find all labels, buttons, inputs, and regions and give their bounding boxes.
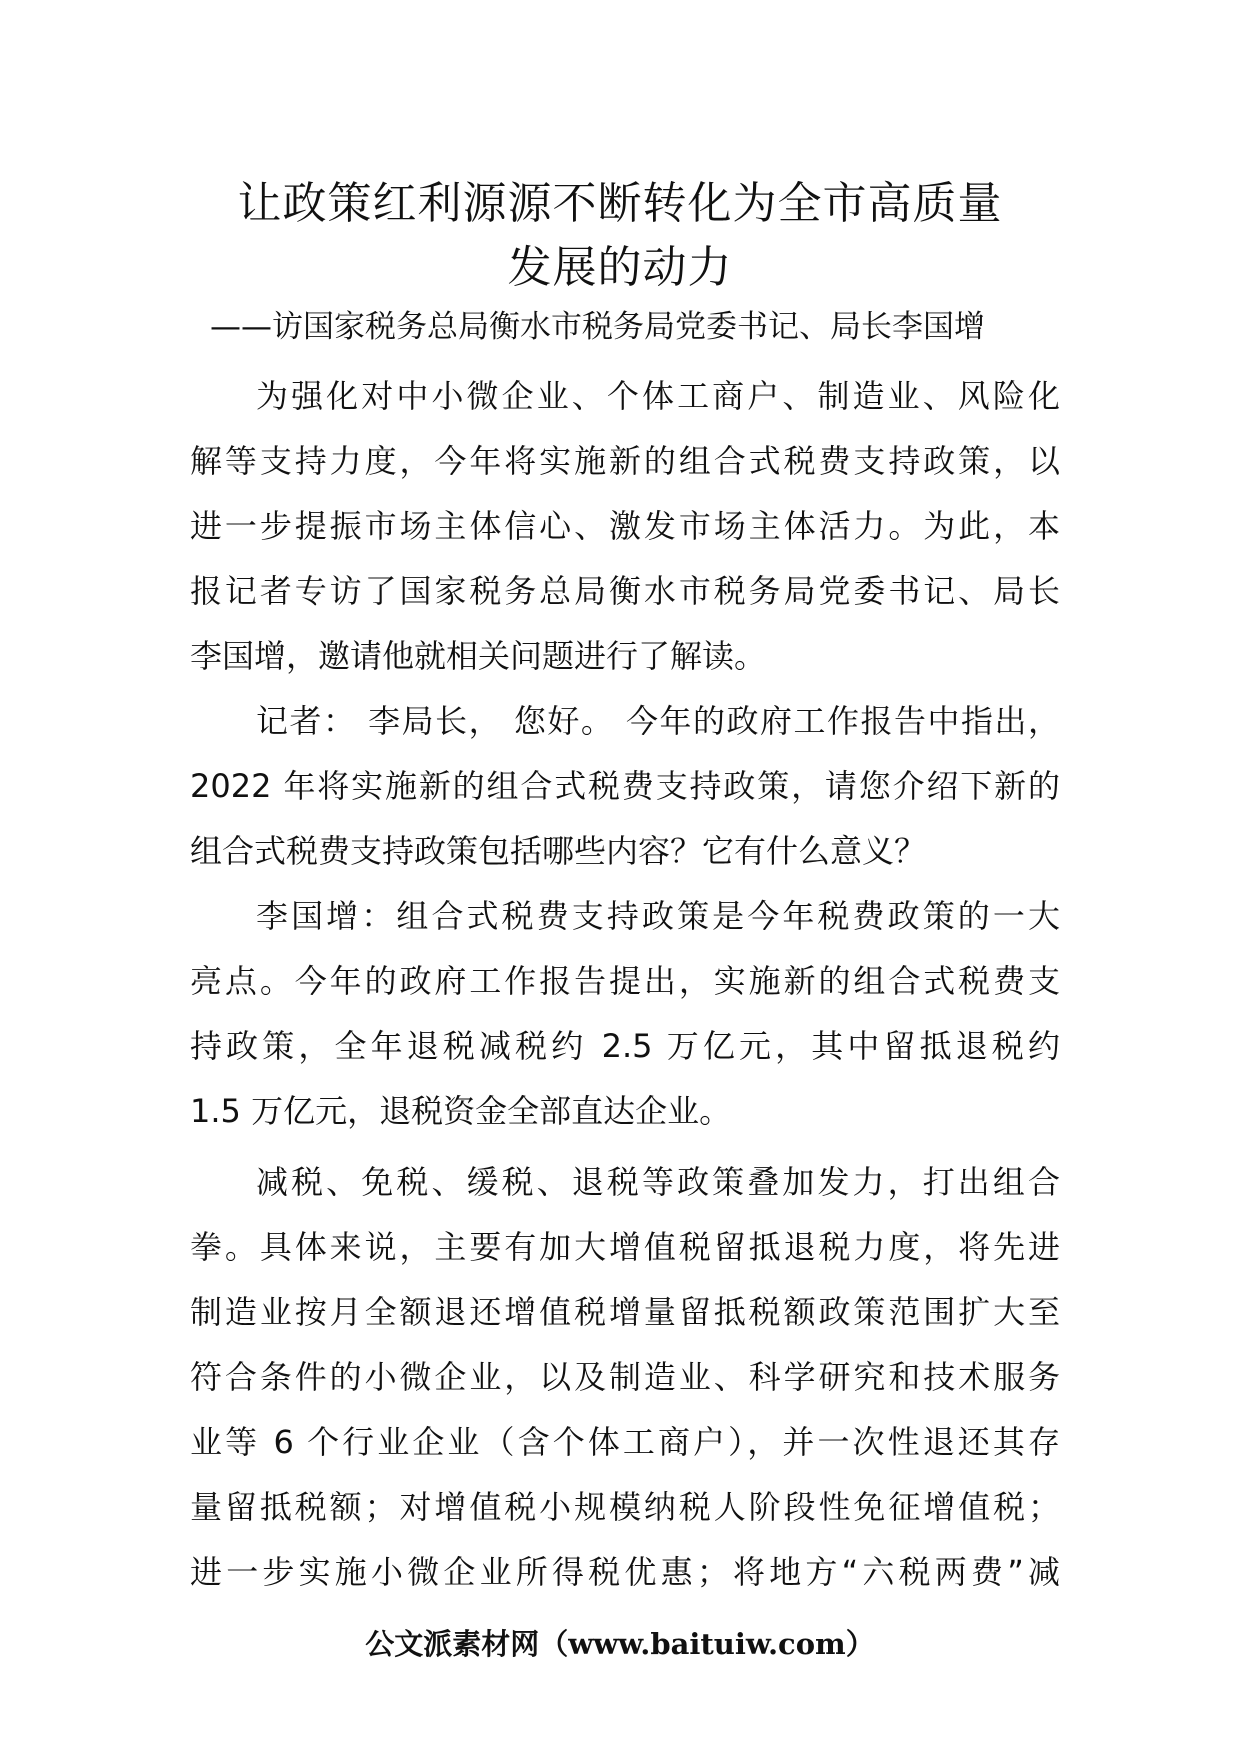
body-line: 符合条件的小微企业，以及制造业、科学研究和技术服务 bbox=[190, 1358, 1060, 1396]
body-line: 记者： 李局长， 您好。 今年的政府工作报告中指出， bbox=[256, 702, 1060, 740]
body-line: 报记者专访了国家税务总局衡水市税务局党委书记、局长 bbox=[190, 572, 1060, 610]
body-line: 组合式税费支持政策包括哪些内容？它有什么意义？ bbox=[190, 832, 927, 870]
title-line-2: 发展的动力 bbox=[507, 242, 733, 293]
title-line-1: 让政策红利源源不断转化为全市高质量 bbox=[237, 178, 1003, 229]
body-line: 量留抵税额；对增值税小规模纳税人阶段性免征增值税； bbox=[190, 1488, 1060, 1526]
body-line: 李国增：组合式税费支持政策是今年税费政策的一大 bbox=[256, 897, 1060, 935]
body-line: 持政策，全年退税减税约 2.5 万亿元，其中留抵退税约 bbox=[190, 1027, 1060, 1065]
body-line: 进一步提振市场主体信心、激发市场主体活力。为此，本 bbox=[190, 507, 1060, 545]
body-line: 1.5 万亿元，退税资金全部直达企业。 bbox=[190, 1092, 732, 1130]
body-line: 进一步实施小微企业所得税优惠；将地方“六税两费”减 bbox=[190, 1553, 1060, 1591]
article-subtitle: ——访国家税务总局衡水市税务局党委书记、局长李国增 bbox=[210, 309, 985, 345]
body-line: 为强化对中小微企业、个体工商户、制造业、风险化 bbox=[256, 377, 1060, 415]
footer-watermark: 公文派素材网（www.baituiw.com） bbox=[365, 1627, 875, 1661]
body-line: 解等支持力度，今年将实施新的组合式税费支持政策，以 bbox=[190, 442, 1060, 480]
body-line: 李国增，邀请他就相关问题进行了解读。 bbox=[190, 637, 767, 675]
body-line: 减税、免税、缓税、退税等政策叠加发力，打出组合 bbox=[256, 1163, 1060, 1201]
article-body bbox=[190, 364, 1060, 1605]
body-line: 业等 6 个行业企业（含个体工商户），并一次性退还其存 bbox=[190, 1423, 1060, 1461]
body-line: 拳。具体来说，主要有加大增值税留抵退税力度，将先进 bbox=[190, 1228, 1060, 1266]
article-title bbox=[0, 172, 1240, 300]
body-line: 2022 年将实施新的组合式税费支持政策，请您介绍下新的 bbox=[190, 767, 1060, 805]
body-line: 制造业按月全额退还增值税增量留抵税额政策范围扩大至 bbox=[190, 1293, 1060, 1331]
body-line: 亮点。今年的政府工作报告提出，实施新的组合式税费支 bbox=[190, 962, 1060, 1000]
